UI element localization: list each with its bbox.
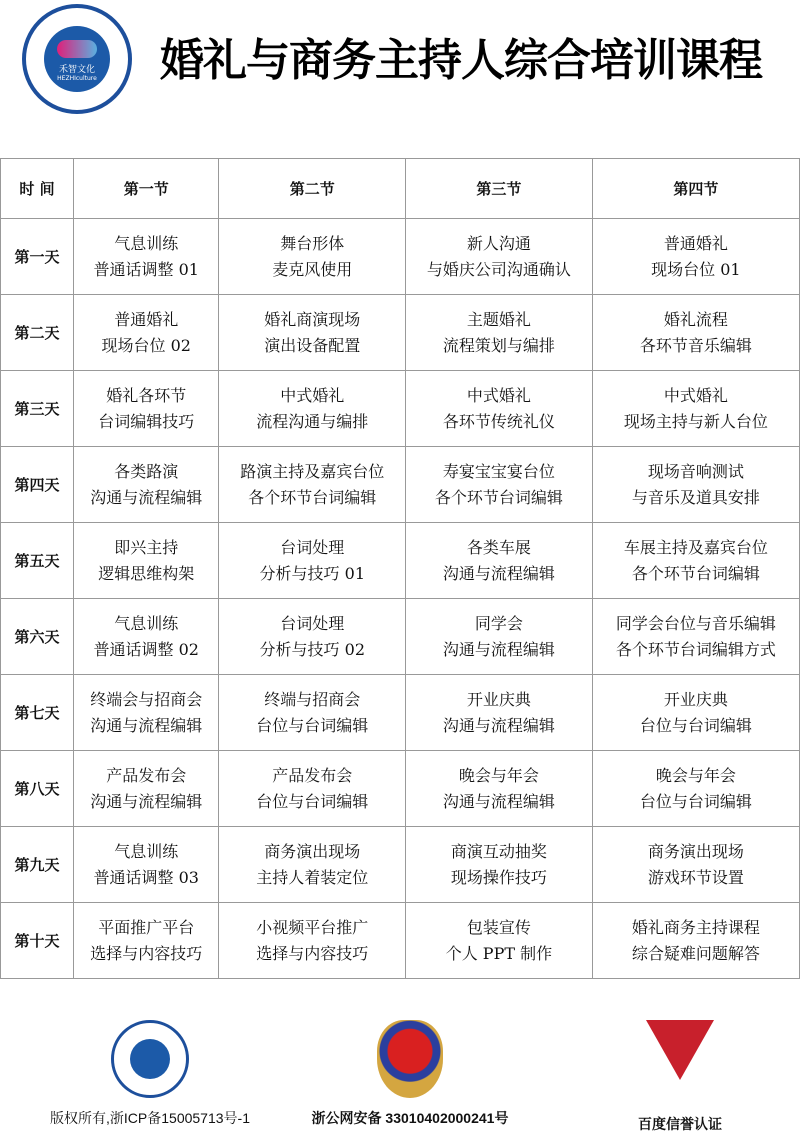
logo-cn: 禾智文化 bbox=[58, 65, 95, 75]
lesson-cell bbox=[406, 751, 593, 827]
lesson-line: 婚礼商演现场 bbox=[264, 309, 361, 329]
lesson-cell bbox=[406, 371, 593, 447]
lesson-line: 个人 PPT 制作 bbox=[445, 943, 553, 963]
lesson-line: 小视频平台推广 bbox=[256, 917, 369, 937]
lesson-cell bbox=[74, 371, 219, 447]
lesson-line: 现场音响测试 bbox=[647, 461, 744, 481]
lesson-line: 现场操作技巧 bbox=[450, 867, 547, 887]
lesson-line: 选择与内容技巧 bbox=[256, 943, 369, 963]
lesson-cell bbox=[592, 447, 799, 523]
lesson-line: 沟通与流程编辑 bbox=[90, 715, 203, 735]
lesson-cell bbox=[74, 903, 219, 979]
table-row bbox=[1, 599, 800, 675]
company-badge-icon bbox=[111, 1020, 189, 1098]
table-row bbox=[1, 903, 800, 979]
course-schedule-table bbox=[0, 158, 800, 979]
day-cell: 第七天 bbox=[1, 675, 74, 751]
lesson-line: 包装宣传 bbox=[466, 917, 531, 937]
lesson-line: 台词处理 bbox=[280, 537, 345, 557]
table-row bbox=[1, 827, 800, 903]
logo-en: HEZHIculture bbox=[57, 75, 97, 82]
lesson-line: 各类车展 bbox=[466, 537, 531, 557]
lesson-line: 主题婚礼 bbox=[466, 309, 531, 329]
table-row bbox=[1, 751, 800, 827]
lesson-cell bbox=[219, 827, 406, 903]
lesson-line: 沟通与流程编辑 bbox=[442, 639, 555, 659]
lesson-cell bbox=[592, 219, 799, 295]
lesson-line: 综合疑难问题解答 bbox=[631, 943, 760, 963]
lesson-line: 与音乐及道具安排 bbox=[631, 487, 760, 507]
lesson-line: 各环节音乐编辑 bbox=[639, 335, 752, 355]
lesson-line: 各个环节台词编辑 bbox=[434, 487, 563, 507]
table-row bbox=[1, 523, 800, 599]
lesson-line: 气息训练 bbox=[114, 613, 179, 633]
lesson-line: 与婚庆公司沟通确认 bbox=[426, 259, 571, 279]
lesson-line: 商演互动抽奖 bbox=[450, 841, 547, 861]
lesson-line: 即兴主持 bbox=[114, 537, 179, 557]
lesson-line: 台位与台词编辑 bbox=[639, 791, 752, 811]
lesson-cell bbox=[74, 219, 219, 295]
lesson-line: 台词处理 bbox=[280, 613, 345, 633]
lesson-line: 平面推广平台 bbox=[98, 917, 195, 937]
lesson-cell bbox=[74, 751, 219, 827]
lesson-cell bbox=[219, 675, 406, 751]
lesson-line: 普通婚礼 bbox=[114, 309, 179, 329]
lesson-line: 分析与技巧 02 bbox=[259, 639, 365, 659]
lesson-line: 商务演出现场 bbox=[264, 841, 361, 861]
lesson-line: 婚礼流程 bbox=[663, 309, 728, 329]
lesson-line: 婚礼商务主持课程 bbox=[631, 917, 760, 937]
lesson-line: 台位与台词编辑 bbox=[256, 791, 369, 811]
lesson-line: 流程沟通与编排 bbox=[256, 411, 369, 431]
day-cell: 第五天 bbox=[1, 523, 74, 599]
lesson-line: 各个环节台词编辑 bbox=[631, 563, 760, 583]
lesson-cell bbox=[219, 447, 406, 523]
lesson-cell bbox=[219, 599, 406, 675]
lesson-line: 游戏环节设置 bbox=[647, 867, 744, 887]
lesson-cell bbox=[74, 599, 219, 675]
lesson-line: 同学会 bbox=[474, 613, 523, 633]
lesson-cell bbox=[406, 447, 593, 523]
lesson-line: 麦克风使用 bbox=[272, 259, 353, 279]
lesson-line: 商务演出现场 bbox=[647, 841, 744, 861]
police-record-text[interactable]: 浙公网安备 33010402000241号 bbox=[311, 1110, 509, 1126]
lesson-line: 沟通与流程编辑 bbox=[442, 715, 555, 735]
lesson-line: 中式婚礼 bbox=[663, 385, 728, 405]
table-row bbox=[1, 447, 800, 523]
day-cell: 第一天 bbox=[1, 219, 74, 295]
lesson-line: 台位与台词编辑 bbox=[639, 715, 752, 735]
lesson-cell bbox=[219, 219, 406, 295]
company-logo bbox=[22, 4, 132, 114]
day-cell: 第四天 bbox=[1, 447, 74, 523]
column-header: 第一节 bbox=[74, 159, 219, 219]
lesson-line: 婚礼各环节 bbox=[106, 385, 187, 405]
column-header: 第四节 bbox=[592, 159, 799, 219]
lesson-cell bbox=[74, 827, 219, 903]
lesson-line: 分析与技巧 01 bbox=[259, 563, 365, 583]
lesson-cell bbox=[592, 371, 799, 447]
lesson-line: 沟通与流程编辑 bbox=[90, 487, 203, 507]
lesson-cell bbox=[74, 447, 219, 523]
lesson-cell bbox=[74, 675, 219, 751]
day-cell: 第十天 bbox=[1, 903, 74, 979]
table-header-row bbox=[1, 159, 800, 219]
lesson-line: 终端与招商会 bbox=[264, 689, 361, 709]
lesson-line: 中式婚礼 bbox=[466, 385, 531, 405]
lesson-line: 普通话调整 02 bbox=[93, 639, 199, 659]
column-header: 第三节 bbox=[406, 159, 593, 219]
lesson-line: 同学会台位与音乐编辑 bbox=[615, 613, 776, 633]
lesson-line: 开业庆典 bbox=[663, 689, 728, 709]
lesson-cell bbox=[592, 751, 799, 827]
lesson-line: 新人沟通 bbox=[466, 233, 531, 253]
lesson-line: 选择与内容技巧 bbox=[90, 943, 203, 963]
lesson-line: 气息训练 bbox=[114, 841, 179, 861]
lesson-cell bbox=[74, 523, 219, 599]
lesson-cell bbox=[406, 675, 593, 751]
lesson-line: 现场主持与新人台位 bbox=[623, 411, 768, 431]
footer-police bbox=[300, 1020, 520, 1128]
lesson-cell bbox=[592, 295, 799, 371]
baidu-credibility-icon bbox=[646, 1020, 714, 1080]
lesson-line: 产品发布会 bbox=[106, 765, 187, 785]
lesson-line: 各环节传统礼仪 bbox=[442, 411, 555, 431]
lesson-line: 晚会与年会 bbox=[458, 765, 539, 785]
lesson-cell bbox=[592, 599, 799, 675]
lesson-line: 终端会与招商会 bbox=[90, 689, 203, 709]
column-header: 第二节 bbox=[219, 159, 406, 219]
day-cell: 第九天 bbox=[1, 827, 74, 903]
lesson-line: 现场台位 01 bbox=[651, 259, 741, 279]
lesson-line: 车展主持及嘉宾台位 bbox=[623, 537, 768, 557]
day-cell: 第六天 bbox=[1, 599, 74, 675]
lesson-cell bbox=[219, 523, 406, 599]
lesson-line: 沟通与流程编辑 bbox=[442, 563, 555, 583]
lesson-line: 晚会与年会 bbox=[655, 765, 736, 785]
lesson-line: 逻辑思维构架 bbox=[98, 563, 195, 583]
lesson-cell bbox=[406, 219, 593, 295]
lesson-cell bbox=[406, 295, 593, 371]
table-row bbox=[1, 219, 800, 295]
lesson-line: 台词编辑技巧 bbox=[98, 411, 195, 431]
lesson-line: 寿宴宝宝宴台位 bbox=[442, 461, 555, 481]
lesson-cell bbox=[219, 751, 406, 827]
table-row bbox=[1, 371, 800, 447]
lesson-cell bbox=[592, 903, 799, 979]
lesson-line: 普通话调整 01 bbox=[93, 259, 199, 279]
lesson-line: 气息训练 bbox=[114, 233, 179, 253]
lesson-line: 演出设备配置 bbox=[264, 335, 361, 355]
day-cell: 第二天 bbox=[1, 295, 74, 371]
lesson-line: 沟通与流程编辑 bbox=[442, 791, 555, 811]
lesson-line: 产品发布会 bbox=[272, 765, 353, 785]
lesson-line: 各个环节台词编辑方式 bbox=[615, 639, 776, 659]
lesson-cell bbox=[406, 523, 593, 599]
lesson-cell bbox=[74, 295, 219, 371]
lesson-line: 台位与台词编辑 bbox=[256, 715, 369, 735]
lesson-line: 现场台位 02 bbox=[101, 335, 191, 355]
day-cell: 第三天 bbox=[1, 371, 74, 447]
day-cell: 第八天 bbox=[1, 751, 74, 827]
lesson-cell bbox=[219, 903, 406, 979]
lesson-cell bbox=[592, 675, 799, 751]
police-emblem-icon bbox=[377, 1020, 443, 1098]
baidu-credibility-text[interactable]: 百度信誉认证 bbox=[638, 1116, 722, 1132]
page-title: 婚礼与商务主持人综合培训课程 bbox=[160, 35, 762, 86]
lesson-line: 普通话调整 03 bbox=[93, 867, 199, 887]
lesson-line: 中式婚礼 bbox=[280, 385, 345, 405]
lesson-cell bbox=[219, 371, 406, 447]
footer-copyright bbox=[40, 1020, 260, 1128]
lesson-line: 流程策划与编排 bbox=[442, 335, 555, 355]
lesson-line: 各类路演 bbox=[114, 461, 179, 481]
footer-baidu bbox=[620, 1020, 740, 1134]
lesson-line: 舞台形体 bbox=[280, 233, 345, 253]
lesson-cell bbox=[592, 523, 799, 599]
lesson-cell bbox=[406, 903, 593, 979]
column-header: 时 间 bbox=[1, 159, 74, 219]
table-row bbox=[1, 675, 800, 751]
lesson-line: 沟通与流程编辑 bbox=[90, 791, 203, 811]
table-row bbox=[1, 295, 800, 371]
lesson-cell bbox=[592, 827, 799, 903]
lesson-line: 主持人着装定位 bbox=[256, 867, 369, 887]
lesson-cell bbox=[219, 295, 406, 371]
lesson-line: 路演主持及嘉宾台位 bbox=[240, 461, 385, 481]
lesson-line: 普通婚礼 bbox=[663, 233, 728, 253]
lesson-cell bbox=[406, 827, 593, 903]
copyright-text: 版权所有,浙ICP备15005713号-1 bbox=[50, 1110, 250, 1126]
lesson-line: 开业庆典 bbox=[466, 689, 531, 709]
lesson-cell bbox=[406, 599, 593, 675]
lesson-line: 各个环节台词编辑 bbox=[248, 487, 377, 507]
